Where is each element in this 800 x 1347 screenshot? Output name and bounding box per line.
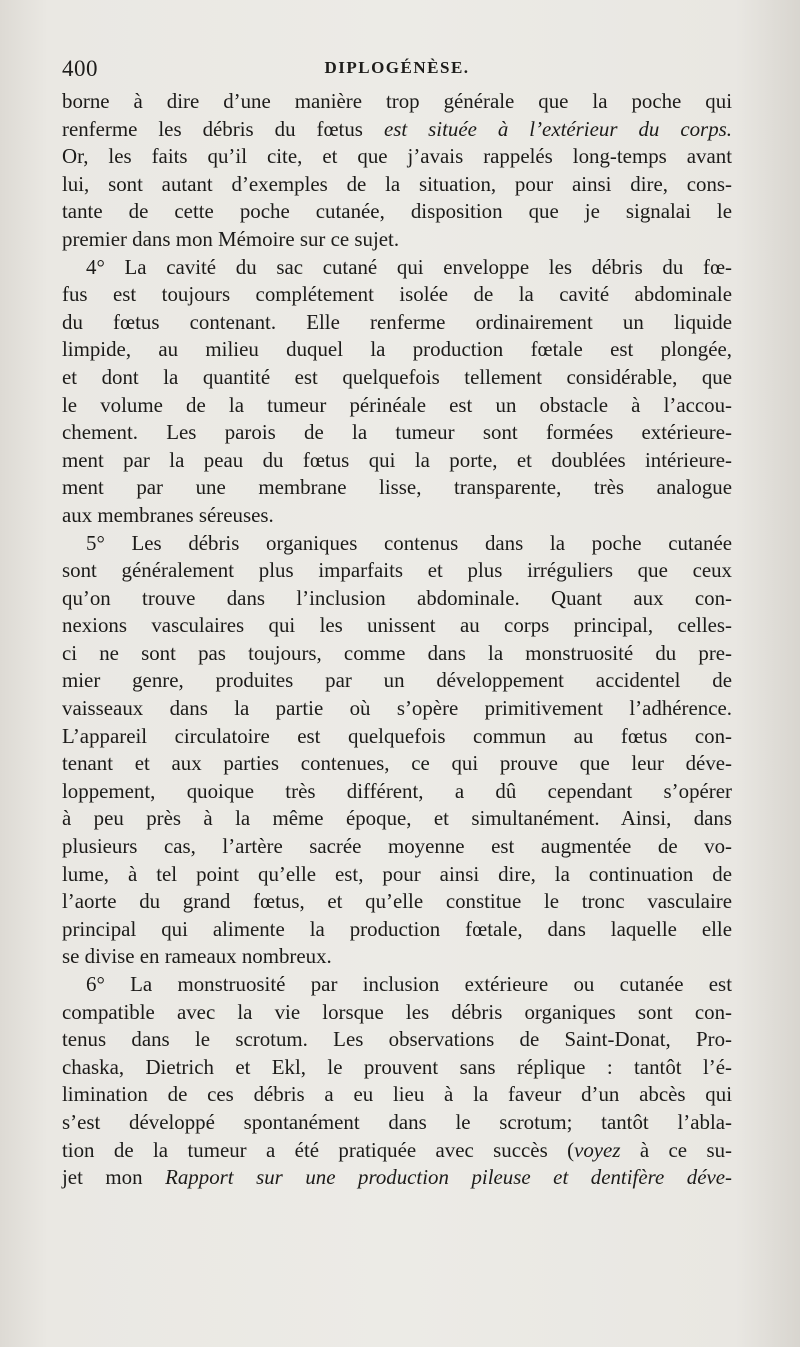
text-segment: 6° La monstruosité par inclusion extérieure ou cutanée est (86, 972, 732, 996)
text-line (62, 805, 732, 833)
text-line (62, 419, 732, 447)
text-line (62, 723, 732, 751)
text-segment: l’aorte du grand fœtus, et qu’elle constitue le tronc vasculaire (62, 889, 732, 914)
text-line (62, 88, 732, 116)
text-segment: vaisseaux dans la partie où s’opère primitivement l’adhérence. (62, 696, 732, 721)
paragraph (62, 88, 732, 254)
italic-text: voyez (574, 1137, 621, 1162)
text-line (62, 474, 732, 502)
text-segment: tion de la tumeur a été pratiquée avec succès ( (62, 1137, 575, 1162)
text-line (62, 888, 732, 916)
text-line (62, 640, 732, 668)
text-line (62, 971, 732, 999)
text-line (62, 336, 732, 364)
text-segment: le volume de la tumeur périnéale est un obstacle à l’accou- (62, 392, 732, 417)
text-segment: premier dans mon Mémoire sur ce sujet. (62, 226, 400, 251)
text-line (62, 750, 732, 778)
text-segment: limination de ces débris a eu lieu à la faveur d’un abcès qui (62, 1082, 732, 1107)
page-number: 400 (62, 56, 98, 81)
text-segment: sont généralement plus imparfaits et plus irréguliers que ceux (62, 558, 732, 583)
text-segment: tante de cette poche cutanée, disposition que je signalai le (62, 199, 732, 224)
text-line (62, 585, 732, 613)
paragraph (62, 971, 732, 1192)
text-segment: ment par la peau du fœtus qui la porte, et doublées intérieure- (62, 447, 732, 472)
text-segment: borne à dire d’une manière trop générale que la poche qui (62, 89, 732, 113)
text-segment: lui, sont autant d’exemples de la situation, pour ainsi dire, cons- (62, 171, 732, 196)
paragraph (62, 530, 732, 972)
text-line (62, 502, 732, 530)
text-line (62, 557, 732, 585)
text-line (62, 999, 732, 1027)
text-line (62, 833, 732, 861)
text-segment: fus est toujours complétement isolée de la cavité abdominale (62, 282, 732, 307)
text-segment: chement. Les parois de la tumeur sont formées extérieure- (62, 420, 732, 445)
text-line (62, 943, 732, 971)
text-segment: ci ne sont pas toujours, comme dans la monstruosité du pre- (62, 640, 732, 665)
text-segment: compatible avec la vie lorsque les débris organiques sont con- (62, 999, 732, 1024)
text-line (62, 198, 732, 226)
text-segment: aux membranes séreuses. (62, 502, 274, 527)
text-segment: jet mon (62, 1165, 166, 1190)
text-segment: renferme les débris du fœtus (62, 116, 384, 141)
text-segment: limpide, au milieu duquel la production fœtale est plongée, (62, 337, 732, 362)
text-segment: mier genre, produites par un développement accidentel de (62, 668, 732, 693)
text-segment: Or, les faits qu’il cite, et que j’avais rappelés long-temps avant (62, 144, 732, 169)
text-segment: se divise en rameaux nombreux. (62, 944, 332, 969)
text-line (62, 861, 732, 889)
text-segment: L’appareil circulatoire est quelquefois commun au fœtus con- (62, 723, 732, 748)
text-segment: tenant et aux parties contenues, ce qui prouve que leur déve- (62, 751, 732, 776)
text-line (62, 392, 732, 420)
text-segment: nexions vasculaires qui les unissent au corps principal, celles- (62, 613, 732, 638)
text-line (62, 667, 732, 695)
text-line (62, 254, 732, 282)
text-line (62, 364, 732, 392)
text-line (62, 1137, 732, 1165)
text-line (62, 530, 732, 558)
text-segment: 4° La cavité du sac cutané qui enveloppe les débris du fœ- (86, 254, 732, 279)
text-line (62, 447, 732, 475)
body-text (62, 88, 732, 1192)
text-line (62, 1109, 732, 1137)
text-line (62, 778, 732, 806)
text-segment: et dont la quantité est quelquefois tellement considérable, que (62, 364, 732, 389)
text-line (62, 143, 732, 171)
paragraph (62, 254, 732, 530)
text-segment: ment par une membrane lisse, transparente, très analogue (62, 475, 732, 500)
text-line (62, 612, 732, 640)
text-line (62, 281, 732, 309)
page-header (62, 56, 732, 84)
italic-text: Rapport sur une production pileuse et dentifère déve- (165, 1165, 732, 1190)
text-segment: plusieurs cas, l’artère sacrée moyenne est augmentée de vo- (62, 834, 732, 859)
text-line (62, 916, 732, 944)
text-segment: principal qui alimente la production fœtale, dans laquelle elle (62, 916, 732, 941)
italic-text: est située à l’extérieur du corps. (383, 116, 732, 141)
text-line (62, 1081, 732, 1109)
text-line (62, 1026, 732, 1054)
text-line (62, 1054, 732, 1082)
text-segment: du fœtus contenant. Elle renferme ordinairement un liquide (62, 309, 732, 334)
text-line (62, 116, 732, 144)
text-segment: tenus dans le scrotum. Les observations de Saint-Donat, Pro- (62, 1027, 732, 1052)
text-line (62, 1164, 732, 1192)
text-line (62, 171, 732, 199)
text-segment: à ce su- (620, 1137, 732, 1162)
text-segment: loppement, quoique très différent, a dû cependant s’opérer (62, 778, 732, 803)
text-segment: à peu près à la même époque, et simultanément. Ainsi, dans (62, 806, 732, 831)
text-segment: lume, à tel point qu’elle est, pour ainsi dire, la continuation de (62, 861, 732, 886)
text-segment: qu’on trouve dans l’inclusion abdominale. Quant aux con- (62, 585, 732, 610)
text-line (62, 226, 732, 254)
text-line (62, 309, 732, 337)
running-title: DIPLOGÉNÈSE. (324, 58, 470, 77)
text-segment: 5° Les débris organiques contenus dans la poche cutanée (86, 530, 732, 555)
text-segment: s’est développé spontanément dans le scrotum; tantôt l’abla- (62, 1109, 732, 1134)
text-segment: chaska, Dietrich et Ekl, le prouvent sans réplique : tantôt l’é- (62, 1054, 732, 1079)
text-line (62, 695, 732, 723)
